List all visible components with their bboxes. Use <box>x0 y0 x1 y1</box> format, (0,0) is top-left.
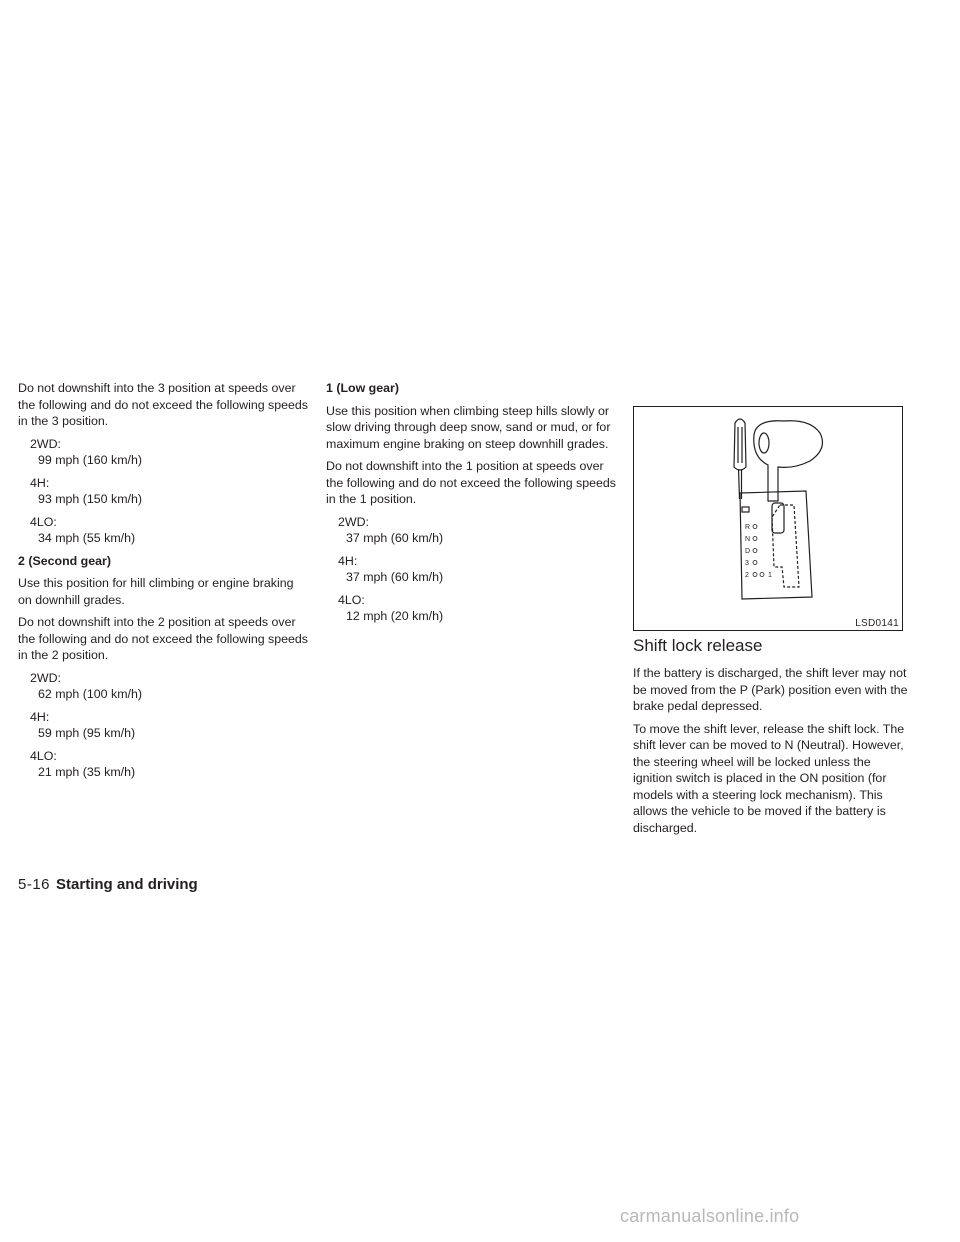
page-number: 5-16 <box>18 876 51 893</box>
gear-label-3: 3 <box>745 560 749 567</box>
low-gear-paragraph: Use this position when climbing steep hills slowly or slow driving through deep snow, sand or mud, or for maximum engine braking on steep downhill grades. <box>326 403 611 451</box>
speed-value-4h: 93 mph (150 km/h) <box>38 492 142 506</box>
watermark: carmanualsonline.info <box>620 1206 800 1226</box>
shift-lock-paragraph-1: If the battery is discharged, the shift lever may not be moved from the P (Park) position even with the brake pedal depressed. <box>633 666 908 713</box>
column-middle <box>326 380 618 631</box>
gear-label-r: R <box>745 524 751 531</box>
low-gear-heading: 1 (Low gear) <box>326 381 399 395</box>
speed-label-4h: 4H: <box>30 709 50 724</box>
speed-label-2wd: 2WD: <box>30 436 61 451</box>
gear-label-n: N <box>745 536 751 543</box>
second-gear-paragraph: Use this position for hill climbing or engine braking on downhill grades. <box>18 576 294 607</box>
speed-value-4lo: 34 mph (55 km/h) <box>38 531 136 545</box>
page-footer <box>18 876 198 893</box>
speed-value-4h: 37 mph (60 km/h) <box>346 570 444 584</box>
intro-paragraph: Do not downshift into the 3 position at speeds over the following and do not exceed the following speeds in the 3 position. <box>18 381 309 428</box>
speed-label-2wd: 2WD: <box>30 670 61 685</box>
speed-value-4lo: 21 mph (35 km/h) <box>38 765 136 779</box>
footer-section: Starting and driving <box>56 876 198 893</box>
speed-label-2wd: 2WD: <box>338 514 369 529</box>
second-gear-downshift-paragraph: Do not downshift into the 2 position at speeds over the following and do not exceed the following speeds in the 2 position. <box>18 615 309 662</box>
speed-value-2wd: 37 mph (60 km/h) <box>346 531 444 545</box>
speed-label-4lo: 4LO: <box>338 592 365 607</box>
speed-label-4lo: 4LO: <box>30 514 57 529</box>
second-gear-heading: 2 (Second gear) <box>18 553 111 568</box>
speed-label-4h: 4H: <box>338 553 358 568</box>
shift-lever-illustration <box>634 407 902 612</box>
speed-value-4lo: 12 mph (20 km/h) <box>346 609 444 623</box>
shift-lock-figure <box>633 406 903 631</box>
speed-value-4h: 59 mph (95 km/h) <box>38 726 136 740</box>
low-gear-downshift-paragraph: Do not downshift into the 1 position at speeds over the following and do not exceed the following speeds in the 1 position. <box>326 459 617 506</box>
gear-label-2: 2 <box>745 572 749 579</box>
speed-label-4h: 4H: <box>30 475 50 490</box>
shift-lock-paragraph-2: To move the shift lever, release the shift lock. The shift lever can be moved to N (Neutral). However, the steering wheel will be locked unless the ignition switch is placed in the ON position (for models with a steering lock mechanism). This allows the vehicle to be moved if the battery is discharged. <box>633 721 905 835</box>
gear-label-d: D <box>745 548 751 555</box>
column-right <box>633 636 909 842</box>
speed-value-2wd: 99 mph (160 km/h) <box>38 453 142 467</box>
figure-code: LSD0141 <box>855 618 899 629</box>
section-title: Shift lock release <box>633 636 763 655</box>
column-left <box>18 380 310 787</box>
gear-label-1: 1 <box>768 572 772 579</box>
speed-value-2wd: 62 mph (100 km/h) <box>38 687 142 701</box>
speed-label-4lo: 4LO: <box>30 748 57 763</box>
